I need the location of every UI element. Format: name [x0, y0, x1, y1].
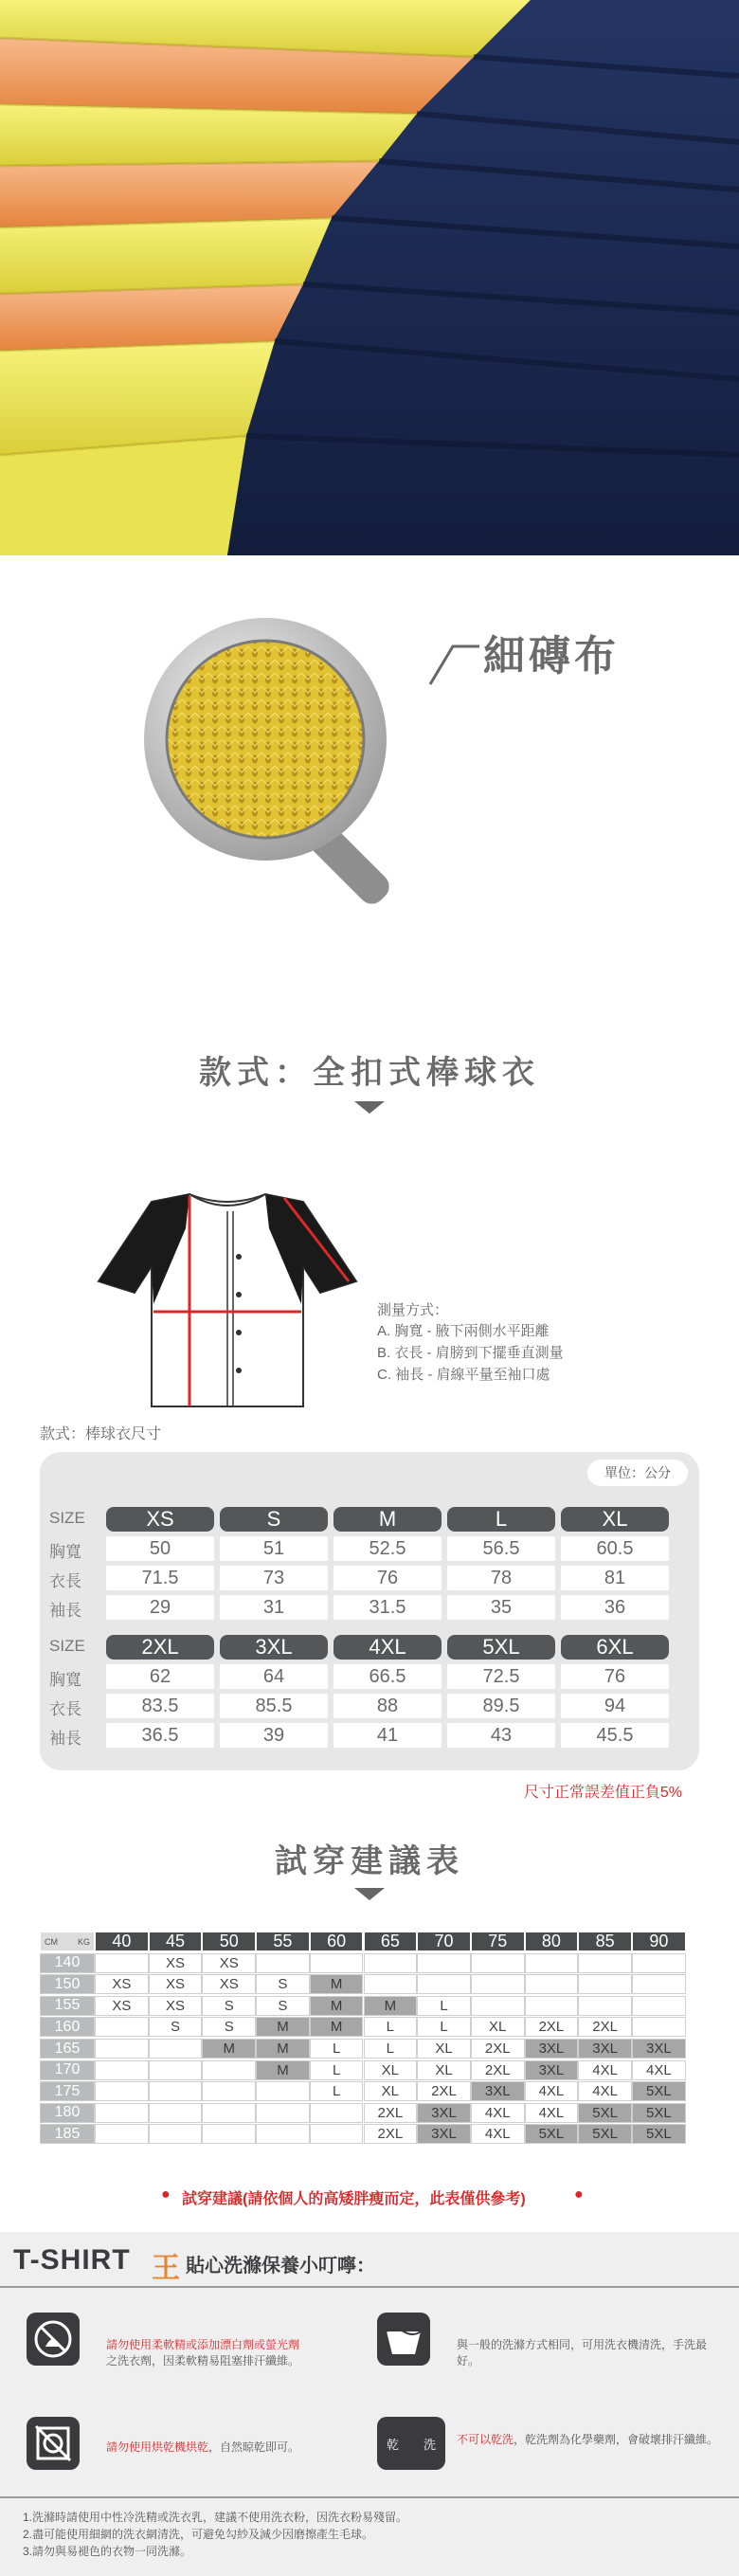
- fit-size-cell: [149, 2081, 203, 2101]
- size-value-cell: 66.5: [333, 1664, 442, 1689]
- fit-corner-cm: CM: [45, 1936, 58, 1947]
- fit-size-cell: [525, 1996, 579, 2016]
- divider: [0, 2496, 739, 2498]
- size-row-label: SIZE: [49, 1509, 85, 1527]
- fabric-label: 細磚布: [483, 632, 620, 680]
- fit-size-cell: 4XL: [632, 2060, 686, 2080]
- size-value-cell: 31.5: [333, 1595, 442, 1620]
- fit-size-cell: L: [364, 2017, 418, 2037]
- size-value-cell: 71.5: [106, 1566, 214, 1590]
- fit-size-cell: [310, 1953, 364, 1973]
- measure-line-a: A. 胸寬 - 腋下兩側水平距離: [377, 1323, 550, 1339]
- fit-size-cell: 4XL: [578, 2060, 632, 2080]
- fit-size-cell: [364, 1953, 418, 1973]
- no-softener-icon: [27, 2313, 80, 2366]
- size-value-cell: 94: [561, 1694, 669, 1718]
- fit-size-cell: [471, 1974, 525, 1994]
- size-row-label: 衣長: [49, 1572, 81, 1590]
- fit-size-cell: [417, 1974, 471, 1994]
- care-item-2: 與一般的洗滌方式相同，可用洗衣機清洗，手洗最好。: [457, 2338, 708, 2367]
- fit-height-label: 175: [40, 2081, 95, 2101]
- size-row-label: SIZE: [49, 1637, 85, 1655]
- fit-size-cell: [202, 2081, 256, 2101]
- fit-weight-header: 65: [364, 1932, 418, 1951]
- fit-size-cell: [525, 1953, 579, 1973]
- size-note: 尺寸正常誤差值正負5%: [523, 1785, 682, 1801]
- fit-size-cell: M: [256, 2017, 310, 2037]
- fit-size-cell: XS: [149, 1996, 203, 2016]
- size-value-cell: 83.5: [106, 1694, 214, 1718]
- fit-size-cell: M: [256, 2060, 310, 2080]
- fit-size-cell: M: [202, 2039, 256, 2059]
- size-value-cell: 85.5: [220, 1694, 328, 1718]
- size-value-cell: 89.5: [447, 1694, 555, 1718]
- fit-size-cell: L: [310, 2060, 364, 2080]
- fit-size-cell: [95, 2103, 149, 2123]
- fit-note-bullet-right: ●: [574, 2186, 584, 2203]
- size-value-cell: 36.5: [106, 1723, 214, 1748]
- size-header-cell: 3XL: [220, 1635, 328, 1660]
- fit-size-cell: XL: [364, 2081, 418, 2101]
- fit-weight-header: 90: [632, 1932, 686, 1951]
- fit-weight-header: 50: [202, 1932, 256, 1951]
- fit-size-cell: [525, 1974, 579, 1994]
- size-value-cell: 88: [333, 1694, 442, 1718]
- fit-size-cell: M: [364, 1996, 418, 2016]
- fit-height-label: 155: [40, 1996, 95, 2016]
- fit-size-cell: [256, 2124, 310, 2144]
- fit-height-label: 185: [40, 2124, 95, 2144]
- fit-size-cell: XL: [417, 2039, 471, 2059]
- fit-corner-cell: [40, 1932, 95, 1951]
- fit-size-cell: XS: [149, 1953, 203, 1973]
- size-value-cell: 72.5: [447, 1664, 555, 1689]
- fit-size-cell: [578, 1953, 632, 1973]
- fit-size-cell: 2XL: [578, 2017, 632, 2037]
- measure-title: 測量方式：: [377, 1302, 449, 1318]
- size-value-cell: 62: [106, 1664, 214, 1689]
- size-value-cell: 64: [220, 1664, 328, 1689]
- fit-size-cell: 3XL: [417, 2124, 471, 2144]
- fit-size-cell: [149, 2103, 203, 2123]
- fit-size-cell: 4XL: [525, 2081, 579, 2101]
- fit-size-cell: XL: [364, 2060, 418, 2080]
- fit-size-cell: [202, 2060, 256, 2080]
- fit-size-cell: [202, 2124, 256, 2144]
- fit-size-cell: [632, 1953, 686, 1973]
- fit-size-cell: 5XL: [632, 2103, 686, 2123]
- size-row-label: 胸寬: [49, 1671, 81, 1689]
- care-note-1: 1.洗滌時請使用中性冷洗精或洗衣乳，建議不使用洗衣粉，因洗衣粉易殘留。: [23, 2511, 408, 2524]
- fit-size-cell: 2XL: [417, 2081, 471, 2101]
- fit-size-cell: [578, 1996, 632, 2016]
- size-value-cell: 39: [220, 1723, 328, 1748]
- size-value-cell: 60.5: [561, 1536, 669, 1561]
- measure-line-b: B. 衣長 - 肩膀到下擺垂直測量: [377, 1345, 564, 1361]
- fit-weight-header: 80: [525, 1932, 579, 1951]
- size-value-cell: 35: [447, 1595, 555, 1620]
- fit-size-cell: 5XL: [525, 2124, 579, 2144]
- fit-size-cell: [417, 1953, 471, 1973]
- size-value-cell: 50: [106, 1536, 214, 1561]
- fit-size-cell: L: [417, 2017, 471, 2037]
- fit-size-cell: [471, 1996, 525, 2016]
- size-header-cell: XL: [561, 1507, 669, 1532]
- size-row-label: 衣長: [49, 1700, 81, 1718]
- fit-size-cell: 4XL: [578, 2081, 632, 2101]
- size-row-label: 袖長: [49, 1730, 81, 1748]
- size-value-cell: 36: [561, 1595, 669, 1620]
- fit-size-cell: [310, 2124, 364, 2144]
- fit-corner-kg: KG: [77, 1936, 90, 1947]
- fit-size-cell: XS: [95, 1974, 149, 1994]
- fit-size-cell: XS: [95, 1996, 149, 2016]
- size-header-cell: 5XL: [447, 1635, 555, 1660]
- fit-title: 試穿建議表: [275, 1842, 464, 1880]
- fit-size-cell: 3XL: [471, 2081, 525, 2101]
- size-value-cell: 51: [220, 1536, 328, 1561]
- fit-size-cell: M: [310, 1974, 364, 1994]
- fit-size-cell: [471, 1953, 525, 1973]
- fit-size-cell: 2XL: [471, 2060, 525, 2080]
- care-item-1-text: 之洗衣劑，因柔軟精易阻塞排汗纖維。: [106, 2354, 300, 2367]
- fit-size-cell: 3XL: [578, 2039, 632, 2059]
- fit-weight-header: 75: [471, 1932, 525, 1951]
- size-value-cell: 73: [220, 1566, 328, 1590]
- fit-size-cell: [95, 2124, 149, 2144]
- fit-size-cell: [632, 1974, 686, 1994]
- fit-size-cell: 2XL: [364, 2103, 418, 2123]
- arrow-down-icon: [354, 1888, 385, 1900]
- fit-size-cell: XS: [149, 1974, 203, 1994]
- fit-size-cell: 5XL: [578, 2103, 632, 2123]
- fit-size-cell: [256, 2103, 310, 2123]
- fit-height-label: 180: [40, 2103, 95, 2123]
- dry-clean-char-1: 乾: [387, 2437, 400, 2452]
- fit-size-cell: 5XL: [578, 2124, 632, 2144]
- size-value-cell: 45.5: [561, 1723, 669, 1748]
- size-row-label: 袖長: [49, 1602, 81, 1620]
- fit-weight-header: 70: [417, 1932, 471, 1951]
- fit-note: 試穿建議(請依個人的高矮胖瘦而定，此表僅供參考): [182, 2191, 526, 2207]
- fit-size-cell: L: [364, 2039, 418, 2059]
- fit-size-cell: [95, 2039, 149, 2059]
- fit-size-cell: 5XL: [632, 2124, 686, 2144]
- baseball-shirt-diagram: [95, 1190, 360, 1408]
- fit-size-cell: 3XL: [525, 2060, 579, 2080]
- fit-size-cell: [632, 2017, 686, 2037]
- fit-size-cell: XS: [202, 1953, 256, 1973]
- pointer-line: [424, 633, 481, 690]
- fit-size-cell: [256, 1953, 310, 1973]
- care-note-2: 2.盡可能使用細網的洗衣網清洗，可避免勾紗及減少因磨擦產生毛球。: [23, 2528, 374, 2541]
- care-item-3: [106, 2440, 362, 2456]
- size-value-cell: 29: [106, 1595, 214, 1620]
- fit-size-cell: L: [417, 1996, 471, 2016]
- fit-size-cell: S: [202, 2017, 256, 2037]
- care-item-1-warning: 請勿使用柔軟精或添加漂白劑或螢光劑: [106, 2338, 300, 2351]
- fit-size-cell: 3XL: [417, 2103, 471, 2123]
- fit-size-cell: [310, 2103, 364, 2123]
- fit-weight-header: 45: [149, 1932, 203, 1951]
- size-value-cell: 78: [447, 1566, 555, 1590]
- fit-size-cell: [578, 1974, 632, 1994]
- size-value-cell: 41: [333, 1723, 442, 1748]
- fit-size-cell: [364, 1974, 418, 1994]
- fit-size-cell: [632, 1996, 686, 2016]
- fit-height-label: 170: [40, 2060, 95, 2080]
- fit-size-cell: S: [149, 2017, 203, 2037]
- fit-weight-header: 55: [256, 1932, 310, 1951]
- fit-size-cell: S: [256, 1996, 310, 2016]
- size-value-cell: 56.5: [447, 1536, 555, 1561]
- fit-size-cell: S: [202, 1996, 256, 2016]
- care-item-3-text: ，自然晾乾即可。: [208, 2440, 300, 2454]
- size-header-cell: S: [220, 1507, 328, 1532]
- fit-size-cell: 4XL: [525, 2103, 579, 2123]
- size-header-cell: 4XL: [333, 1635, 442, 1660]
- size-header-cell: L: [447, 1507, 555, 1532]
- no-dryer-icon: [27, 2417, 80, 2470]
- care-item-4-warning: 不可以乾洗: [457, 2433, 514, 2446]
- fit-note-bullet-left: ●: [161, 2186, 171, 2203]
- size-row-label: 胸寬: [49, 1543, 81, 1561]
- fit-weight-header: 40: [95, 1932, 149, 1951]
- arrow-down-icon: [354, 1101, 385, 1114]
- size-header-cell: 2XL: [106, 1635, 214, 1660]
- fit-height-label: 140: [40, 1953, 95, 1973]
- size-value-cell: 76: [333, 1566, 442, 1590]
- fabric-illustration: [0, 0, 739, 555]
- unit-badge: 單位：公分: [587, 1460, 688, 1486]
- magnifier-illustration: [142, 607, 445, 919]
- fit-size-cell: L: [310, 2081, 364, 2101]
- fit-size-cell: 3XL: [525, 2039, 579, 2059]
- fit-height-label: 165: [40, 2039, 95, 2059]
- fit-size-cell: 5XL: [632, 2081, 686, 2101]
- fit-weight-header: 85: [578, 1932, 632, 1951]
- fit-weight-header: 60: [310, 1932, 364, 1951]
- care-note-3: 3.請勿與易褪色的衣物一同洗滌。: [23, 2545, 192, 2558]
- fit-size-cell: 2XL: [364, 2124, 418, 2144]
- fit-size-cell: XS: [202, 1974, 256, 1994]
- fit-size-cell: [256, 2081, 310, 2101]
- fit-size-cell: 2XL: [525, 2017, 579, 2037]
- fit-size-cell: S: [256, 1974, 310, 1994]
- size-value-cell: 31: [220, 1595, 328, 1620]
- fit-size-cell: XL: [417, 2060, 471, 2080]
- fit-size-cell: [149, 2060, 203, 2080]
- fit-size-cell: 4XL: [471, 2103, 525, 2123]
- care-item-1: [106, 2337, 362, 2369]
- fit-size-cell: M: [256, 2039, 310, 2059]
- size-header-cell: 6XL: [561, 1635, 669, 1660]
- fit-size-cell: [95, 2017, 149, 2037]
- fit-size-cell: [149, 2124, 203, 2144]
- fit-size-cell: M: [310, 1996, 364, 2016]
- fit-size-cell: M: [310, 2017, 364, 2037]
- fit-height-label: 160: [40, 2017, 95, 2037]
- fit-size-cell: [149, 2039, 203, 2059]
- size-value-cell: 43: [447, 1723, 555, 1748]
- fit-size-cell: XL: [471, 2017, 525, 2037]
- fit-size-cell: 2XL: [471, 2039, 525, 2059]
- care-title-brand: T-SHIRT: [13, 2244, 131, 2276]
- size-value-cell: 81: [561, 1566, 669, 1590]
- fabric-photo: [0, 0, 739, 555]
- fit-size-cell: 4XL: [471, 2124, 525, 2144]
- no-dry-clean-icon: [377, 2417, 445, 2470]
- care-item-3-warning: 請勿使用烘乾機烘乾: [106, 2440, 209, 2454]
- fit-size-cell: [95, 1953, 149, 1973]
- care-item-4-text: ，乾洗劑為化學藥劑，會破壞排汗纖維。: [514, 2433, 719, 2446]
- fit-height-label: 150: [40, 1974, 95, 1994]
- wash-basin-icon: [377, 2313, 430, 2366]
- care-title: 貼心洗滌保養小叮嚀：: [186, 2256, 375, 2277]
- care-title-king: 王: [152, 2253, 180, 2284]
- measure-line-c: C. 袖長 - 肩線平量至袖口處: [377, 1367, 550, 1383]
- size-table-caption: 款式：棒球衣尺寸: [40, 1426, 162, 1442]
- style-title: 款式：全扣式棒球衣: [199, 1054, 540, 1092]
- divider: [0, 2286, 739, 2288]
- size-header-cell: XS: [106, 1507, 214, 1532]
- fit-size-cell: L: [310, 2039, 364, 2059]
- size-value-cell: 52.5: [333, 1536, 442, 1561]
- fit-size-cell: [95, 2060, 149, 2080]
- fit-size-cell: [202, 2103, 256, 2123]
- dry-clean-char-2: 洗: [423, 2437, 436, 2452]
- fit-size-cell: [95, 2081, 149, 2101]
- size-value-cell: 76: [561, 1664, 669, 1689]
- care-item-4: [457, 2432, 722, 2448]
- fit-size-cell: 3XL: [632, 2039, 686, 2059]
- size-header-cell: M: [333, 1507, 442, 1532]
